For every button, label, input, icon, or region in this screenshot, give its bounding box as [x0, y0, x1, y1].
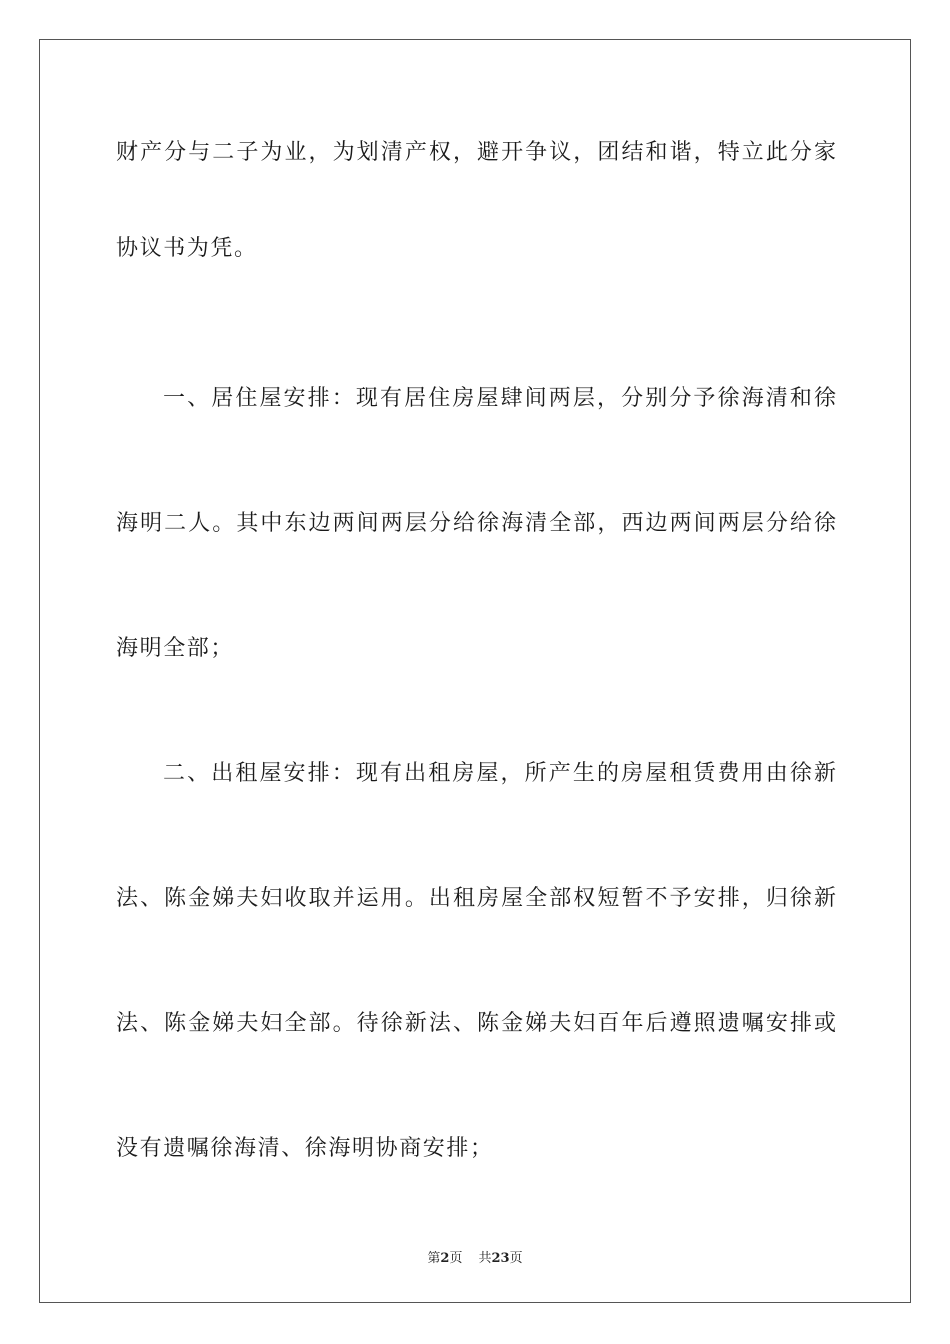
body-line-3: 一、居住屋安排：现有居住房屋肆间两层，分别分予徐海清和徐 [163, 386, 836, 411]
body-line-6: 二、出租屋安排：现有出租房屋，所产生的房屋租赁费用由徐新 [163, 761, 836, 786]
page-footer [0, 1247, 950, 1266]
page-current: 2 [440, 1251, 450, 1266]
body-line-4: 海明二人。其中东边两间两层分给徐海清全部，西边两间两层分给徐 [116, 511, 836, 536]
body-line-5: 海明全部； [116, 636, 235, 661]
body-line-2: 协议书为凭。 [116, 236, 258, 261]
body-line-7: 法、陈金娣夫妇收取并运用。出租房屋全部权短暂不予安排，归徐新 [116, 886, 836, 911]
body-line-9: 没有遗嘱徐海清、徐海明协商安排； [116, 1136, 494, 1161]
body-line-8: 法、陈金娣夫妇全部。待徐新法、陈金娣夫妇百年后遵照遗嘱安排或 [116, 1011, 836, 1036]
total-prefix: 共 [478, 1251, 492, 1266]
body-line-1: 财产分与二子为业，为划清产权，避开争议，团结和谐，特立此分家 [116, 140, 836, 165]
page-frame [39, 39, 911, 1303]
page-suffix: 页 [449, 1251, 463, 1266]
page-prefix: 第 [427, 1251, 441, 1266]
total-suffix: 页 [509, 1251, 523, 1266]
page-total: 23 [491, 1251, 510, 1266]
